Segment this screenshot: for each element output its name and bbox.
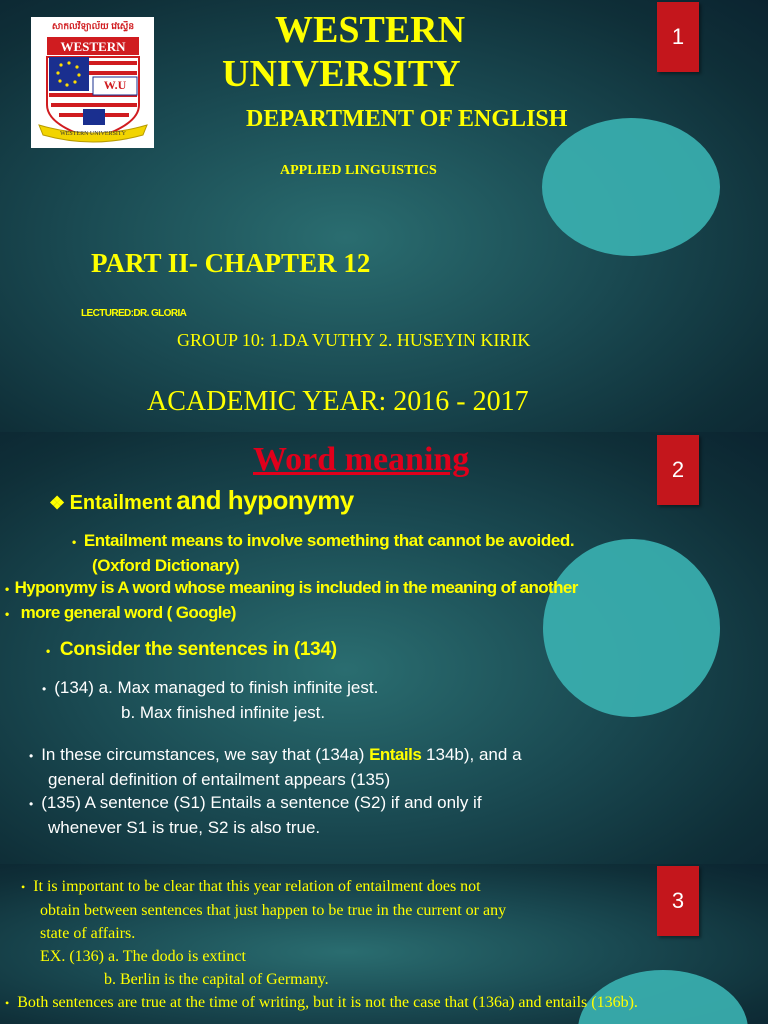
- round-bullet-icon: •: [5, 607, 9, 621]
- paragraph-both-true-text: Both sentences are true at the time of writing, but it is not the case that (136a) and entails (136b).: [17, 994, 638, 1011]
- slide-title: Word meaning: [253, 441, 470, 478]
- bullet-hyponymy-definition: [5, 576, 578, 626]
- entailment-definition-line-1: Entailment means to involve something that cannot be avoided.: [83, 531, 575, 550]
- bullet-circumstances: [29, 743, 522, 792]
- paragraph-clear-line-3: state of affairs.: [40, 925, 136, 942]
- title-line-1: WESTERN: [275, 9, 466, 51]
- round-bullet-icon: •: [29, 797, 34, 811]
- diamond-bullet-icon: ❖: [49, 493, 66, 513]
- bullet-definition-135: [29, 791, 482, 840]
- heading-hyponymy: and hyponymy: [176, 485, 354, 515]
- title-line-2: UNIVERSITY: [222, 53, 461, 95]
- logo-ribbon-text: WESTERN UNIVERSITY: [60, 131, 126, 137]
- circumstances-line-2: general definition of entailment appears (135): [48, 770, 391, 789]
- slide-number: [657, 435, 699, 505]
- entailment-definition-line-2: (Oxford Dictionary): [92, 556, 240, 575]
- example-136-a: EX. (136) a. The dodo is extinct: [40, 948, 246, 965]
- paragraph-clear-line-2: obtain between sentences that just happen to be true in the current or any: [40, 902, 507, 919]
- slide-number: [657, 866, 699, 936]
- course-title: APPLIED LINGUISTICS: [280, 163, 437, 178]
- consider-text: Consider the sentences in (134): [59, 639, 337, 660]
- round-bullet-icon: •: [29, 749, 34, 763]
- heading-row: [49, 484, 354, 521]
- slide-number-text: 1: [671, 24, 685, 49]
- slide-3: [0, 864, 768, 1024]
- example-134: [42, 676, 378, 725]
- definition-135-line-1: (135) A sentence (S1) Entails a sentence (S2) if and only if: [41, 793, 482, 812]
- academic-year: ACADEMIC YEAR: 2016 - 2017: [147, 386, 529, 417]
- round-bullet-icon: •: [46, 644, 50, 658]
- logo-banner-text: WESTERN: [60, 39, 126, 54]
- circumstances-pre: In these circumstances, we say that (134a): [41, 745, 370, 764]
- round-bullet-icon: •: [21, 880, 26, 894]
- circumstances-post: 134b), and a: [421, 745, 522, 764]
- slide-number-text: 3: [671, 888, 685, 913]
- round-bullet-icon: •: [5, 582, 9, 596]
- university-logo: [31, 17, 154, 148]
- lecturer-text: LECTURED:DR. GLORIA: [81, 308, 187, 319]
- round-bullet-icon: •: [5, 996, 10, 1010]
- example-136-b: b. Berlin is the capital of Germany.: [104, 971, 329, 988]
- hyponymy-definition-line-1: Hyponymy is A word whose meaning is included in the meaning of another: [14, 578, 578, 597]
- logo-wu-text: W.U: [103, 78, 127, 92]
- slide-2: [0, 432, 768, 864]
- example-134-a: (134) a. Max managed to finish infinite jest.: [54, 678, 379, 697]
- bullet-consider: [46, 637, 337, 664]
- slide-1: [0, 0, 768, 432]
- logo-khmer-text: សាកលវិទ្យាល័យ វេស្ទើន: [51, 21, 135, 31]
- bullet-entailment-definition: [72, 529, 574, 578]
- round-bullet-icon: •: [42, 682, 47, 696]
- example-134-b: b. Max finished infinite jest.: [121, 703, 326, 722]
- definition-135-line-2: whenever S1 is true, S2 is also true.: [48, 818, 321, 837]
- slide-number: [657, 2, 699, 72]
- hyponymy-definition-line-2: more general word ( Google): [20, 603, 236, 622]
- decorative-circle: [542, 118, 720, 256]
- round-bullet-icon: •: [72, 535, 76, 549]
- group-text: GROUP 10: 1.DA VUTHY 2. HUSEYIN KIRIK: [177, 330, 531, 350]
- heading-entailment: Entailment: [69, 492, 172, 514]
- paragraph-clear: [21, 875, 506, 991]
- chapter-title: PART II- CHAPTER 12: [91, 248, 371, 278]
- paragraph-clear-line-1: It is important to be clear that this year relation of entailment does not: [33, 878, 481, 895]
- slide-number-text: 2: [671, 457, 685, 482]
- entails-emphasis: Entails: [369, 745, 422, 764]
- department-title: DEPARTMENT OF ENGLISH: [246, 106, 568, 132]
- paragraph-both-true: [5, 992, 638, 1014]
